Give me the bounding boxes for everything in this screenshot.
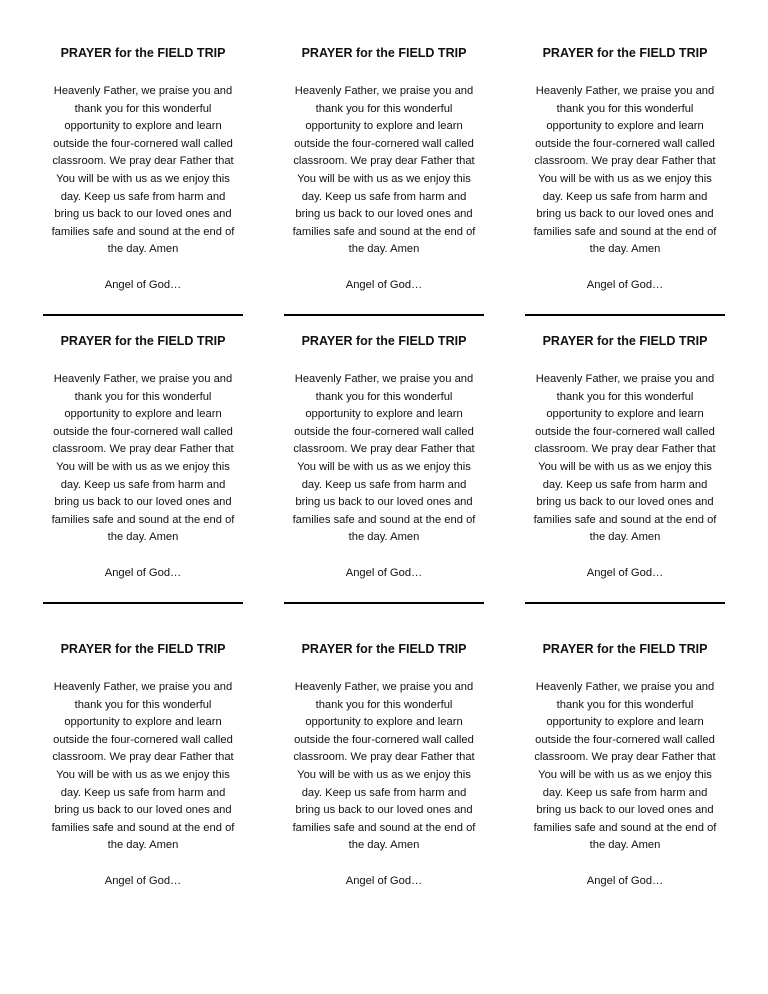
prayer-text-line: Heavenly Father, we praise you and xyxy=(294,681,474,693)
prayer-text-line: outside the four-cornered wall called xyxy=(294,425,474,438)
prayer-text-line: day. Keep us safe from harm and xyxy=(60,190,226,203)
prayer-card-title: PRAYER for the FIELD TRIP xyxy=(301,334,467,348)
card-divider-line xyxy=(525,602,725,604)
prayer-card-body xyxy=(525,83,725,259)
prayer-card xyxy=(284,45,484,293)
prayer-text-line: outside the four-cornered wall called xyxy=(53,137,233,150)
card-divider-line xyxy=(284,314,484,316)
prayer-card-body xyxy=(43,679,243,855)
prayer-card-body xyxy=(284,371,484,547)
prayer-card xyxy=(525,333,725,581)
prayer-text-line: families safe and sound at the end of xyxy=(533,513,717,526)
prayer-text-line: outside the four-cornered wall called xyxy=(53,425,233,438)
prayer-card-body xyxy=(284,679,484,855)
prayer-card-closing: Angel of God… xyxy=(345,278,423,291)
prayer-text-line: thank you for this wonderful xyxy=(315,390,453,403)
prayer-text-line: day. Keep us safe from harm and xyxy=(542,190,708,203)
prayer-text-line: bring us back to our loved ones and xyxy=(54,208,232,221)
prayer-text-line: You will be with us as we enjoy this xyxy=(538,172,712,185)
prayer-text-line: bring us back to our loved ones and xyxy=(536,804,714,817)
prayer-text-line: the day. Amen xyxy=(107,839,179,852)
prayer-card xyxy=(525,45,725,293)
prayer-card-title: PRAYER for the FIELD TRIP xyxy=(542,642,708,656)
prayer-text-line: outside the four-cornered wall called xyxy=(535,425,715,438)
prayer-card-title: PRAYER for the FIELD TRIP xyxy=(301,642,467,656)
prayer-card xyxy=(284,641,484,889)
prayer-text-line: Heavenly Father, we praise you and xyxy=(53,373,233,385)
prayer-text-line: bring us back to our loved ones and xyxy=(54,804,232,817)
prayer-card-closing: Angel of God… xyxy=(586,566,664,579)
prayer-text-line: families safe and sound at the end of xyxy=(533,225,717,238)
prayer-text-line: the day. Amen xyxy=(589,531,661,544)
prayer-card-closing: Angel of God… xyxy=(104,874,182,887)
card-divider-line xyxy=(525,314,725,316)
prayer-text-line: classroom. We pray dear Father that xyxy=(534,155,716,168)
prayer-text-line: the day. Amen xyxy=(107,531,179,544)
prayer-text-line: opportunity to explore and learn xyxy=(305,120,463,133)
prayer-text-line: thank you for this wonderful xyxy=(74,698,212,711)
prayer-text-line: bring us back to our loved ones and xyxy=(295,496,473,509)
prayer-text-line: classroom. We pray dear Father that xyxy=(52,155,234,168)
prayer-text-line: day. Keep us safe from harm and xyxy=(301,478,467,491)
prayer-text-line: Heavenly Father, we praise you and xyxy=(535,373,715,385)
prayer-text-line: You will be with us as we enjoy this xyxy=(538,768,712,781)
prayer-card xyxy=(43,641,243,889)
prayer-text-line: families safe and sound at the end of xyxy=(533,821,717,834)
card-divider-line xyxy=(43,314,243,316)
prayer-text-line: opportunity to explore and learn xyxy=(305,716,463,729)
prayer-text-line: outside the four-cornered wall called xyxy=(294,137,474,150)
prayer-text-line: day. Keep us safe from harm and xyxy=(60,786,226,799)
prayer-text-line: thank you for this wonderful xyxy=(315,102,453,115)
prayer-text-line: You will be with us as we enjoy this xyxy=(297,768,471,781)
prayer-text-line: You will be with us as we enjoy this xyxy=(297,172,471,185)
prayer-card-title: PRAYER for the FIELD TRIP xyxy=(301,46,467,60)
prayer-text-line: families safe and sound at the end of xyxy=(51,513,235,526)
prayer-text-line: opportunity to explore and learn xyxy=(64,408,222,421)
prayer-card-title: PRAYER for the FIELD TRIP xyxy=(60,334,226,348)
prayer-text-line: the day. Amen xyxy=(348,839,420,852)
prayer-card xyxy=(525,641,725,889)
prayer-text-line: classroom. We pray dear Father that xyxy=(534,751,716,764)
prayer-card-body xyxy=(43,83,243,259)
prayer-text-line: Heavenly Father, we praise you and xyxy=(53,85,233,97)
prayer-text-line: classroom. We pray dear Father that xyxy=(534,443,716,456)
prayer-text-line: You will be with us as we enjoy this xyxy=(56,768,230,781)
prayer-text-line: You will be with us as we enjoy this xyxy=(56,172,230,185)
prayer-text-line: the day. Amen xyxy=(589,839,661,852)
prayer-text-line: day. Keep us safe from harm and xyxy=(301,190,467,203)
prayer-text-line: day. Keep us safe from harm and xyxy=(60,478,226,491)
prayer-text-line: Heavenly Father, we praise you and xyxy=(535,681,715,693)
prayer-text-line: families safe and sound at the end of xyxy=(292,225,476,238)
prayer-text-line: classroom. We pray dear Father that xyxy=(293,751,475,764)
prayer-text-line: thank you for this wonderful xyxy=(315,698,453,711)
prayer-card-body xyxy=(525,679,725,855)
prayer-text-line: thank you for this wonderful xyxy=(556,698,694,711)
prayer-text-line: outside the four-cornered wall called xyxy=(53,733,233,746)
prayer-card-title: PRAYER for the FIELD TRIP xyxy=(542,46,708,60)
prayer-card-body xyxy=(43,371,243,547)
prayer-text-line: day. Keep us safe from harm and xyxy=(301,786,467,799)
prayer-text-line: outside the four-cornered wall called xyxy=(535,733,715,746)
prayer-text-line: opportunity to explore and learn xyxy=(546,716,704,729)
prayer-text-line: You will be with us as we enjoy this xyxy=(56,460,230,473)
prayer-text-line: bring us back to our loved ones and xyxy=(536,496,714,509)
prayer-card xyxy=(284,333,484,581)
prayer-text-line: families safe and sound at the end of xyxy=(51,225,235,238)
prayer-card-closing: Angel of God… xyxy=(586,278,664,291)
prayer-text-line: classroom. We pray dear Father that xyxy=(293,443,475,456)
prayer-text-line: bring us back to our loved ones and xyxy=(536,208,714,221)
prayer-text-line: the day. Amen xyxy=(589,243,661,256)
prayer-text-line: Heavenly Father, we praise you and xyxy=(294,373,474,385)
prayer-card-title: PRAYER for the FIELD TRIP xyxy=(542,334,708,348)
prayer-text-line: opportunity to explore and learn xyxy=(305,408,463,421)
prayer-text-line: Heavenly Father, we praise you and xyxy=(53,681,233,693)
prayer-text-line: the day. Amen xyxy=(107,243,179,256)
prayer-text-line: families safe and sound at the end of xyxy=(292,821,476,834)
prayer-text-line: thank you for this wonderful xyxy=(74,390,212,403)
prayer-text-line: thank you for this wonderful xyxy=(556,102,694,115)
card-divider-line xyxy=(284,602,484,604)
prayer-text-line: thank you for this wonderful xyxy=(556,390,694,403)
prayer-text-line: day. Keep us safe from harm and xyxy=(542,786,708,799)
prayer-card-body xyxy=(525,371,725,547)
prayer-card-closing: Angel of God… xyxy=(104,566,182,579)
prayer-text-line: classroom. We pray dear Father that xyxy=(293,155,475,168)
prayer-card-title: PRAYER for the FIELD TRIP xyxy=(60,46,226,60)
prayer-card-closing: Angel of God… xyxy=(345,566,423,579)
prayer-text-line: opportunity to explore and learn xyxy=(64,120,222,133)
prayer-card-closing: Angel of God… xyxy=(586,874,664,887)
prayer-text-line: opportunity to explore and learn xyxy=(64,716,222,729)
prayer-card-closing: Angel of God… xyxy=(104,278,182,291)
prayer-text-line: the day. Amen xyxy=(348,243,420,256)
prayer-text-line: Heavenly Father, we praise you and xyxy=(294,85,474,97)
prayer-text-line: day. Keep us safe from harm and xyxy=(542,478,708,491)
prayer-text-line: thank you for this wonderful xyxy=(74,102,212,115)
prayer-text-line: You will be with us as we enjoy this xyxy=(538,460,712,473)
prayer-text-line: classroom. We pray dear Father that xyxy=(52,443,234,456)
prayer-text-line: classroom. We pray dear Father that xyxy=(52,751,234,764)
prayer-text-line: families safe and sound at the end of xyxy=(292,513,476,526)
prayer-card-body xyxy=(284,83,484,259)
prayer-text-line: outside the four-cornered wall called xyxy=(294,733,474,746)
prayer-text-line: Heavenly Father, we praise you and xyxy=(535,85,715,97)
prayer-text-line: families safe and sound at the end of xyxy=(51,821,235,834)
prayer-text-line: You will be with us as we enjoy this xyxy=(297,460,471,473)
prayer-card xyxy=(43,333,243,581)
prayer-text-line: outside the four-cornered wall called xyxy=(535,137,715,150)
prayer-text-line: the day. Amen xyxy=(348,531,420,544)
prayer-text-line: bring us back to our loved ones and xyxy=(295,804,473,817)
prayer-card xyxy=(43,45,243,293)
prayer-card-closing: Angel of God… xyxy=(345,874,423,887)
card-divider-line xyxy=(43,602,243,604)
prayer-text-line: bring us back to our loved ones and xyxy=(295,208,473,221)
prayer-text-line: opportunity to explore and learn xyxy=(546,408,704,421)
prayer-text-line: bring us back to our loved ones and xyxy=(54,496,232,509)
prayer-card-title: PRAYER for the FIELD TRIP xyxy=(60,642,226,656)
prayer-text-line: opportunity to explore and learn xyxy=(546,120,704,133)
